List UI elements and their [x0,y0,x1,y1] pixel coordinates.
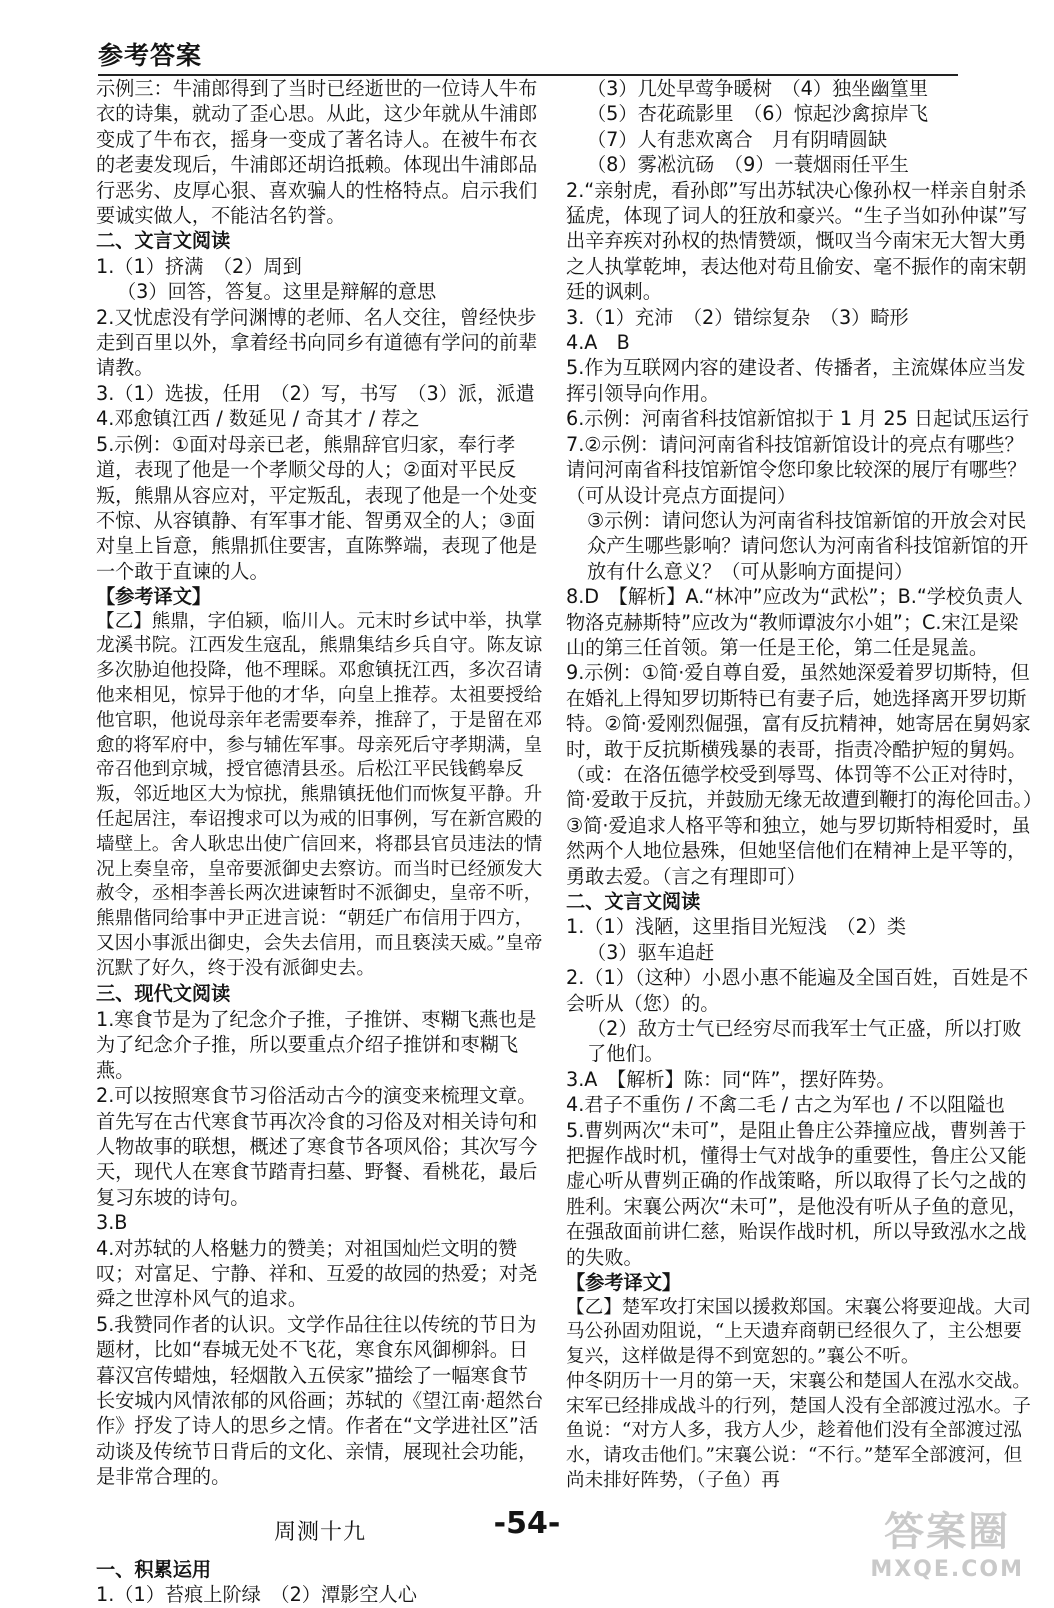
answer-paragraph: 3.B [96,1211,128,1235]
answer-paragraph: 2.“亲射虎，看孙郎”写出苏轼决心像孙权一样亲自射杀猛虎，体现了词人的狂放和豪兴。“生子当如孙仲谋”写出辛弃疾对孙权的热情赞颂，慨叹当今南宋无大智大勇之人执掌乾坤，表达他对苟且偷安、毫不振作的南宋朝廷的讽刺。 [566,178,1028,304]
answer-paragraph: （3）几处早莺争暖树 （4）独坐幽篁里 [587,77,929,100]
answer-paragraph: 7.②示例：请问河南省科技馆新馆设计的亮点有哪些？请问河南省科技馆新馆令您印象比较深的展厅有哪些？（可从设计亮点方面提问） [566,432,1027,507]
answer-paragraph: （3）驱车追赶 [587,940,715,964]
watermark-logo: 答案圈 [884,1509,1011,1555]
answer-paragraph: 1.（1）挤满 （2）周到 [96,254,302,278]
answer-paragraph: 2.又忧虑没有学问渊博的老师、名人交往，曾经快步走到百里以外，拿着经书向同乡有道德有学问的前辈请教。 [96,305,538,380]
section-heading: 二、文言文阅读 [566,890,701,913]
answer-paragraph: 1.寒食节是为了纪念介子推，子推饼、枣糊飞燕也是为了纪念介子推，所以要重点介绍子推饼和枣糊飞燕。 [96,1007,537,1082]
answer-paragraph: 3.（1）选拔，任用 （2）写，书写 （3）派，派遣 [96,381,535,405]
answer-paragraph: 2.可以按照寒食节习俗活动古今的演变来梳理文章。首先写在古代寒食节再次冷食的习俗及对相关诗句和人物故事的联想，概述了寒食节各项风俗；其次写今天，现代人在寒食节踏青扫墓、野餐、看桃花，最后复习东坡的诗句。 [96,1084,538,1209]
answer-paragraph: 4.君子不重伤 / 不禽二毛 / 古之为军也 / 不以阻隘也 [566,1093,1005,1117]
answer-paragraph: 4.A B [566,331,630,355]
page-number: -54- [493,1506,561,1541]
answer-paragraph: 8.D 【解析】A.“林冲”应改为“武松”；B.“学校负责人物洛克赫斯特”应改为“教师谭波尔小姐”；C.宋江是梁山的第三任首领。第一任是王伦，第二任是晁盖。 [566,585,1023,659]
watermark [870,1500,1024,1582]
answer-paragraph: 【参考译文】 [566,1271,682,1295]
answer-paragraph: 仲冬阴历十一月的第一天，宋襄公和楚国人在泓水交战。宋军已经排成战斗的行列，楚国人没有全部渡过泓水。子鱼说：“对方人多，我方人少，趁着他们没有全部渡过泓水，请攻击他们。”宋襄公说：“不行。”楚军全部渡河，但尚未排好阵势，（子鱼）再 [566,1370,1031,1492]
answer-paragraph: （5）杏花疏影里 （6）惊起沙禽掠岸飞 [587,102,929,126]
answer-paragraph: 【乙】楚军攻打宋国以援救郑国。宋襄公将要迎战。大司马公孙固劝阻说，“上天遗弃商朝已经很久了，主公想要复兴，这样做是得不到宽恕的。”襄公不听。 [566,1296,1031,1368]
answer-paragraph: 9.示例：①简·爱自尊自爱，虽然她深爱着罗切斯特，但在婚礼上得知罗切斯特已有妻子后，她选择离开罗切斯特。②简·爱刚烈倔强，富有反抗精神，她寄居在舅妈家时，敢于反抗斯横残暴的表哥，指责冷酷护短的舅妈。（或：在洛伍德学校受到辱骂、体罚等不公正对待时，简·爱敢于反抗，并鼓励无缘无故遭到鞭打的海伦回击。）③简·爱追求人格平等和独立，她与罗切斯特相爱时，虽然两个人地位悬殊，但她坚信他们在精神上是平等的，勇敢去爱。（言之有理即可） [566,661,1033,888]
page-header-title: 参考答案 [98,41,203,70]
answer-paragraph: ③示例：请问您认为河南省科技馆新馆的开放会对民众产生哪些影响？请问您认为河南省科技馆新馆的开放有什么意义？（可从影响方面提问） [587,508,1029,583]
section-heading: 二、文言文阅读 [96,229,231,253]
answer-paragraph: 4.对苏轼的人格魅力的赞美；对祖国灿烂文明的赞叹；对富足、宁静、祥和、互爱的故园的热爱；对尧舜之世淳朴风气的追求。 [96,1236,538,1311]
answer-paragraph: 示例三：牛浦郎得到了当时已经逝世的一位诗人牛布衣的诗集，就动了歪心思。从此，这少年就从牛浦郎变成了牛布衣，摇身一变成了著名诗人。在被牛布衣的老妻发现后，牛浦郎还胡诌抵赖。体现出牛浦郎品行恶劣、皮厚心狠、喜欢骗人的性格特点。启示我们要诚实做人，不能沽名钓誉。 [96,77,538,228]
answer-paragraph: （2）敌方士气已经穷尽而我军士气正盛，所以打败了他们。 [587,1017,1022,1066]
answer-paragraph: 5.示例：①面对母亲已老，熊鼎辞官归家，奉行孝道，表现了他是一个孝顺父母的人；②面对平民反叛，熊鼎从容应对，平定叛乱，表现了他是一个处变不惊、从容镇静、有军事才能、智勇双全的人；③面对皇上旨意，熊鼎抓住要害，直陈弊端，表现了他是一个敢于直谏的人。 [96,432,538,583]
answer-paragraph: 1.（1）浅陋，这里指目光短浅 （2）类 [566,915,907,939]
answer-paragraph: 4.邓愈镇江西 / 数延见 / 奇其才 / 荐之 [96,407,420,431]
answer-paragraph: （3）回答，答复。这里是辩解的意思 [117,280,437,304]
answer-paragraph: 3.（1）充沛 （2）错综复杂 （3）畸形 [566,305,909,329]
answer-paragraph: 5.我赞同作者的认识。文学作品往往以传统的节日为题材，比如“春城无处不飞花，寒食东风御柳斜。日暮汉宫传蜡烛，轻烟散入五侯家”描绘了一幅寒食节长安城内风情浓郁的风俗画；苏轼的《望江南·超然台作》抒发了诗人的思乡之情。作者在“文学进社区”活动谈及传统节日背后的文化、亲情，展现社会功能，是非常合理的。 [96,1312,544,1489]
left-column [96,76,544,1608]
answer-paragraph: 5.作为互联网内容的建设者、传播者，主流媒体应当发挥引领导向作用。 [566,356,1026,405]
answer-paragraph: 6.示例：河南省科技馆新馆拟于 1 月 25 日起试压运行 [566,407,1030,431]
answer-paragraph: （8）雾凇沆砀 （9）一蓑烟雨任平生 [587,153,909,177]
answer-paragraph: 5.曹刿两次“未可”，是阻止鲁庄公莽撞应战，曹刿善于把握作战时机，懂得士气对战争的重要性，鲁庄公又能虚心听从曹刿正确的作战策略，所以取得了长勺之战的胜利。宋襄公两次“未可”，是他没有听从子鱼的意见，在强敌面前讲仁慈，贻误作战时机，所以导致泓水之战的失败。 [566,1118,1028,1269]
right-column [566,76,1036,1494]
watermark-url: MXQE.COM [870,1557,1024,1582]
section-heading: 三、现代文阅读 [96,982,231,1006]
answer-paragraph: （7）人有悲欢离合 月有阴晴圆缺 [587,127,888,151]
answer-paragraph: 【乙】熊鼎，字伯颍，临川人。元末时乡试中举，执掌龙溪书院。江西发生寇乱，熊鼎集结乡兵自守。陈友谅多次胁迫他投降，他不理睬。邓愈镇抚江西，多次召请他来相见，惊异于他的才华，向皇上推荐。太祖要授给他官职，他说母亲年老需要奉养，推辞了，于是留在邓愈的将军府中，参与辅佐军事。母亲死后守孝期满，皇帝召他到京城，授官德清县丞。后松江平民钱鹤皋反叛，邻近地区大为惊扰，熊鼎镇抚他们而恢复平静。升任起居注，奉诏搜求可以为戒的旧事例，写在新宫殿的墙壁上。舍人耿忠出使广信回来，将郡县官员违法的情况上奏皇帝，皇帝要派御史去察访。而当时已经颁发大赦令，丞相李善长两次进谏暂时不派御史，皇帝不听，熊鼎偕同给事中尹正进言说：“朝廷广布信用于四方，又因小事派出御史，会失去信用，而且亵渎天威。”皇帝沉默了好久，终于没有派御史去。 [96,610,543,979]
answer-paragraph: 1.（1）苔痕上阶绿 （2）潭影空人心 [96,1583,417,1607]
answer-paragraph: 2.（1）（这种）小恩小惠不能遍及全国百姓，百姓是不会听从（您）的。 [566,966,1029,1015]
answer-paragraph: 3.A 【解析】陈：同“阵”，摆好阵势。 [566,1067,896,1091]
section-heading: 一、积累运用 [96,1558,212,1582]
answer-paragraph: 【参考译文】 [96,585,212,609]
week-title: 周测十九 [273,1519,366,1545]
